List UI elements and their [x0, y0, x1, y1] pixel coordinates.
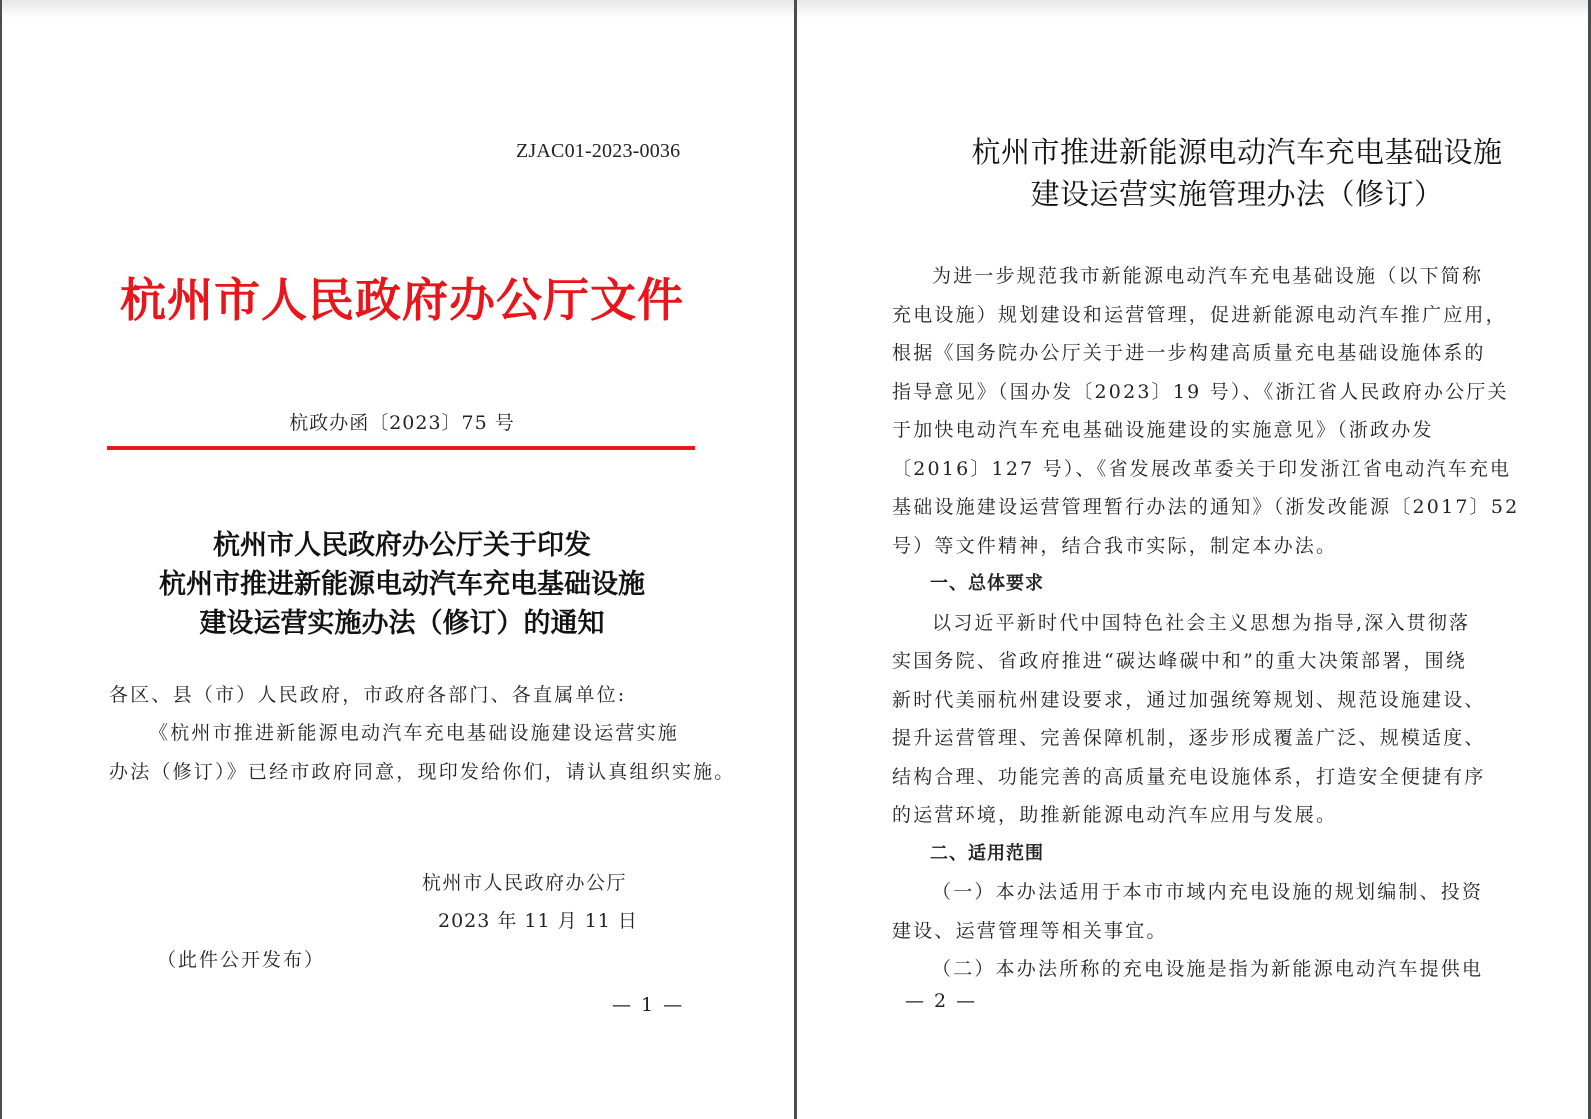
page-1	[2, 0, 794, 1119]
body-line: 结构合理、功能完善的高质量充电设施体系，打造安全便捷有序	[892, 765, 1486, 788]
regulation-title-line: 建设运营实施管理办法（修订）	[1030, 177, 1444, 211]
regulation-title-line: 杭州市推进新能源电动汽车充电基础设施	[971, 135, 1503, 169]
page-2	[797, 0, 1588, 1119]
body-line: 根据《国务院办公厅关于进一步构建高质量充电基础设施体系的	[892, 342, 1486, 364]
page-edge-left	[0, 0, 2, 1119]
body-line: （一）本办法适用于本市市域内充电设施的规划编制、投资	[932, 881, 1484, 903]
notice-body	[109, 714, 736, 791]
body-line: 提升运营管理、完善保障机制，逐步形成覆盖广泛、规模适度、	[892, 727, 1486, 749]
body-line: 为进一步规范我市新能源电动汽车充电基础设施（以下简称	[932, 265, 1484, 287]
notice-title-line: 杭州市人民政府办公厅关于印发	[213, 530, 591, 561]
notice-title-line: 建设运营实施办法（修订）的通知	[199, 608, 605, 639]
body-line: 的运营环境，助推新能源电动汽车应用与发展。	[892, 804, 1338, 826]
document-number: 杭政办函〔2023〕75 号	[289, 412, 515, 434]
body-line: 建设、运营管理等相关事宜。	[892, 919, 1168, 942]
document-code: ZJAC01-2023-0036	[516, 140, 681, 162]
body-line: 《杭州市推进新能源电动汽车充电基础设施建设运营实施	[149, 722, 680, 744]
red-header-title: 杭州市人民政府办公厅文件	[120, 273, 684, 327]
public-release-note: （此件公开发布）	[157, 949, 326, 971]
body-line: 〔2016〕127 号）、《省发展改革委关于印发浙江省电动汽车充电	[892, 457, 1512, 480]
regulation-body	[892, 257, 1520, 989]
notice-title	[102, 526, 702, 643]
body-line: 指导意见》（国办发〔2023〕19 号）、《浙江省人民政府办公厅关	[892, 380, 1509, 403]
notice-title-line: 杭州市推进新能源电动汽车充电基础设施	[159, 569, 645, 600]
body-line: 实国务院、省政府推进“碳达峰碳中和”的重大决策部署，围绕	[892, 650, 1468, 672]
page-number: — 1 —	[612, 994, 685, 1016]
page-number: — 2 —	[905, 990, 978, 1012]
body-line: （二）本办法所称的充电设施是指为新能源电动汽车提供电	[932, 958, 1484, 980]
issuer-signature: 杭州市人民政府办公厅	[422, 872, 628, 894]
red-separator-line	[107, 446, 695, 450]
body-line: 充电设施）规划建设和运营管理，促进新能源电动汽车推广应用，	[892, 303, 1507, 326]
body-line: 于加快电动汽车充电基础设施建设的实施意见》（浙政办发	[892, 419, 1434, 441]
body-line: 基础设施建设运营管理暂行办法的通知》（浙发改能源〔2017〕52	[892, 496, 1520, 518]
body-line: 新时代美丽杭州建设要求，通过加强统筹规划、规范设施建设、	[892, 688, 1486, 711]
issue-date: 2023 年 11 月 11 日	[438, 910, 638, 932]
page-divider	[794, 0, 797, 1119]
regulation-title	[797, 131, 1591, 215]
body-line: 以习近平新时代中国特色社会主义思想为指导,深入贯彻落	[932, 611, 1471, 634]
section-heading: 二、适用范围	[930, 842, 1044, 864]
body-line: 办法（修订）》已经市政府同意，现印发给你们，请认真组织实施。	[109, 760, 736, 783]
salutation: 各区、县（市）人民政府，市政府各部门、各直属单位:	[109, 684, 627, 706]
section-heading: 一、总体要求	[930, 573, 1044, 594]
body-line: 号）等文件精神，结合我市实际，制定本办法。	[892, 534, 1338, 557]
